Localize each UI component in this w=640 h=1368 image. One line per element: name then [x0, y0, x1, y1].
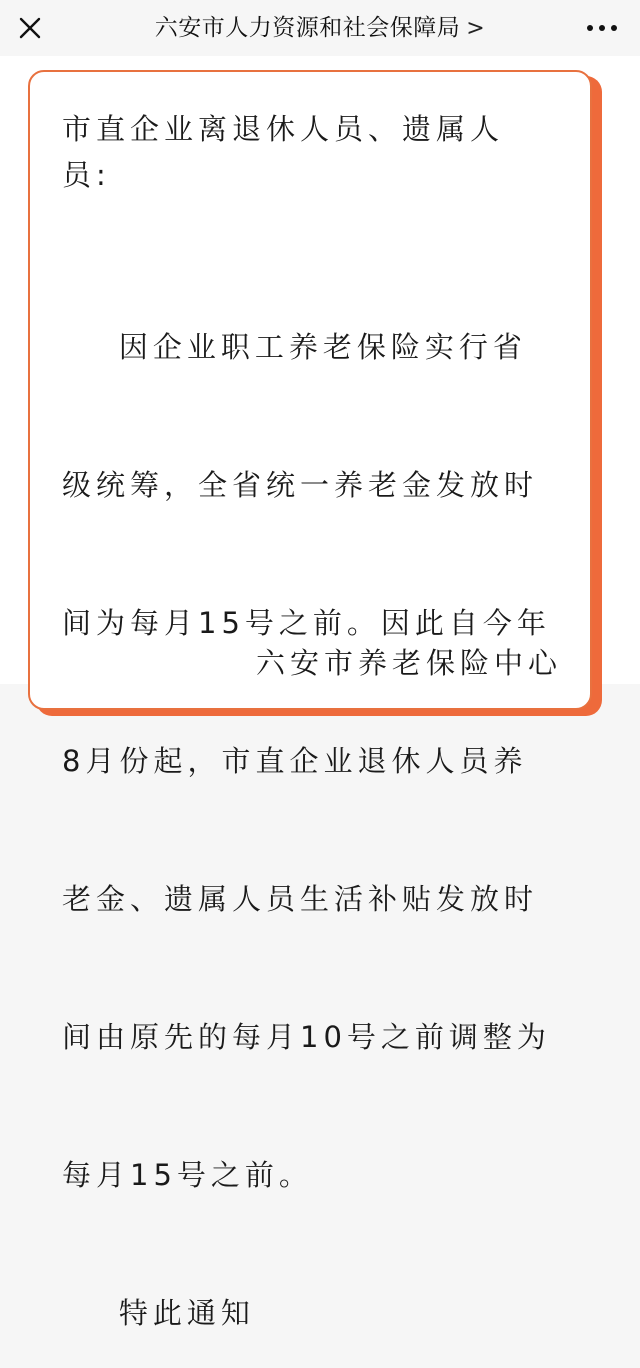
account-title-link[interactable]	[80, 0, 560, 56]
top-bar	[0, 0, 640, 56]
notice-body	[62, 232, 562, 1368]
chevron-right-icon: >	[466, 16, 486, 41]
signature-line: 六安市养老保险中心	[255, 646, 562, 680]
body-line: 每月15号之前。	[62, 1158, 313, 1192]
salutation-line: 市直企业离退休人员、遗属人	[62, 112, 505, 146]
body-line: 级统筹，全省统一养老金发放时	[62, 468, 539, 502]
closing-line: 特此通知	[62, 1296, 255, 1330]
body-line: 因企业职工养老保险实行省	[62, 330, 527, 364]
notice-salutation	[62, 106, 562, 198]
body-line: 间为每月15号之前。因此自今年	[62, 606, 551, 640]
body-line: 老金、遗属人员生活补贴发放时	[62, 882, 539, 916]
body-line: 8月份起，市直企业退休人员养	[62, 744, 528, 778]
body-line: 间由原先的每月10号之前调整为	[62, 1020, 551, 1054]
salutation-line: 员:	[62, 158, 111, 192]
more-button[interactable]	[582, 10, 622, 46]
page-title: 六安市人力资源和社会保障局	[154, 15, 461, 41]
close-button[interactable]	[12, 10, 48, 46]
notice-signature	[62, 640, 562, 686]
article-content	[0, 56, 640, 1330]
more-dots-icon	[582, 10, 622, 46]
close-icon	[12, 10, 48, 46]
